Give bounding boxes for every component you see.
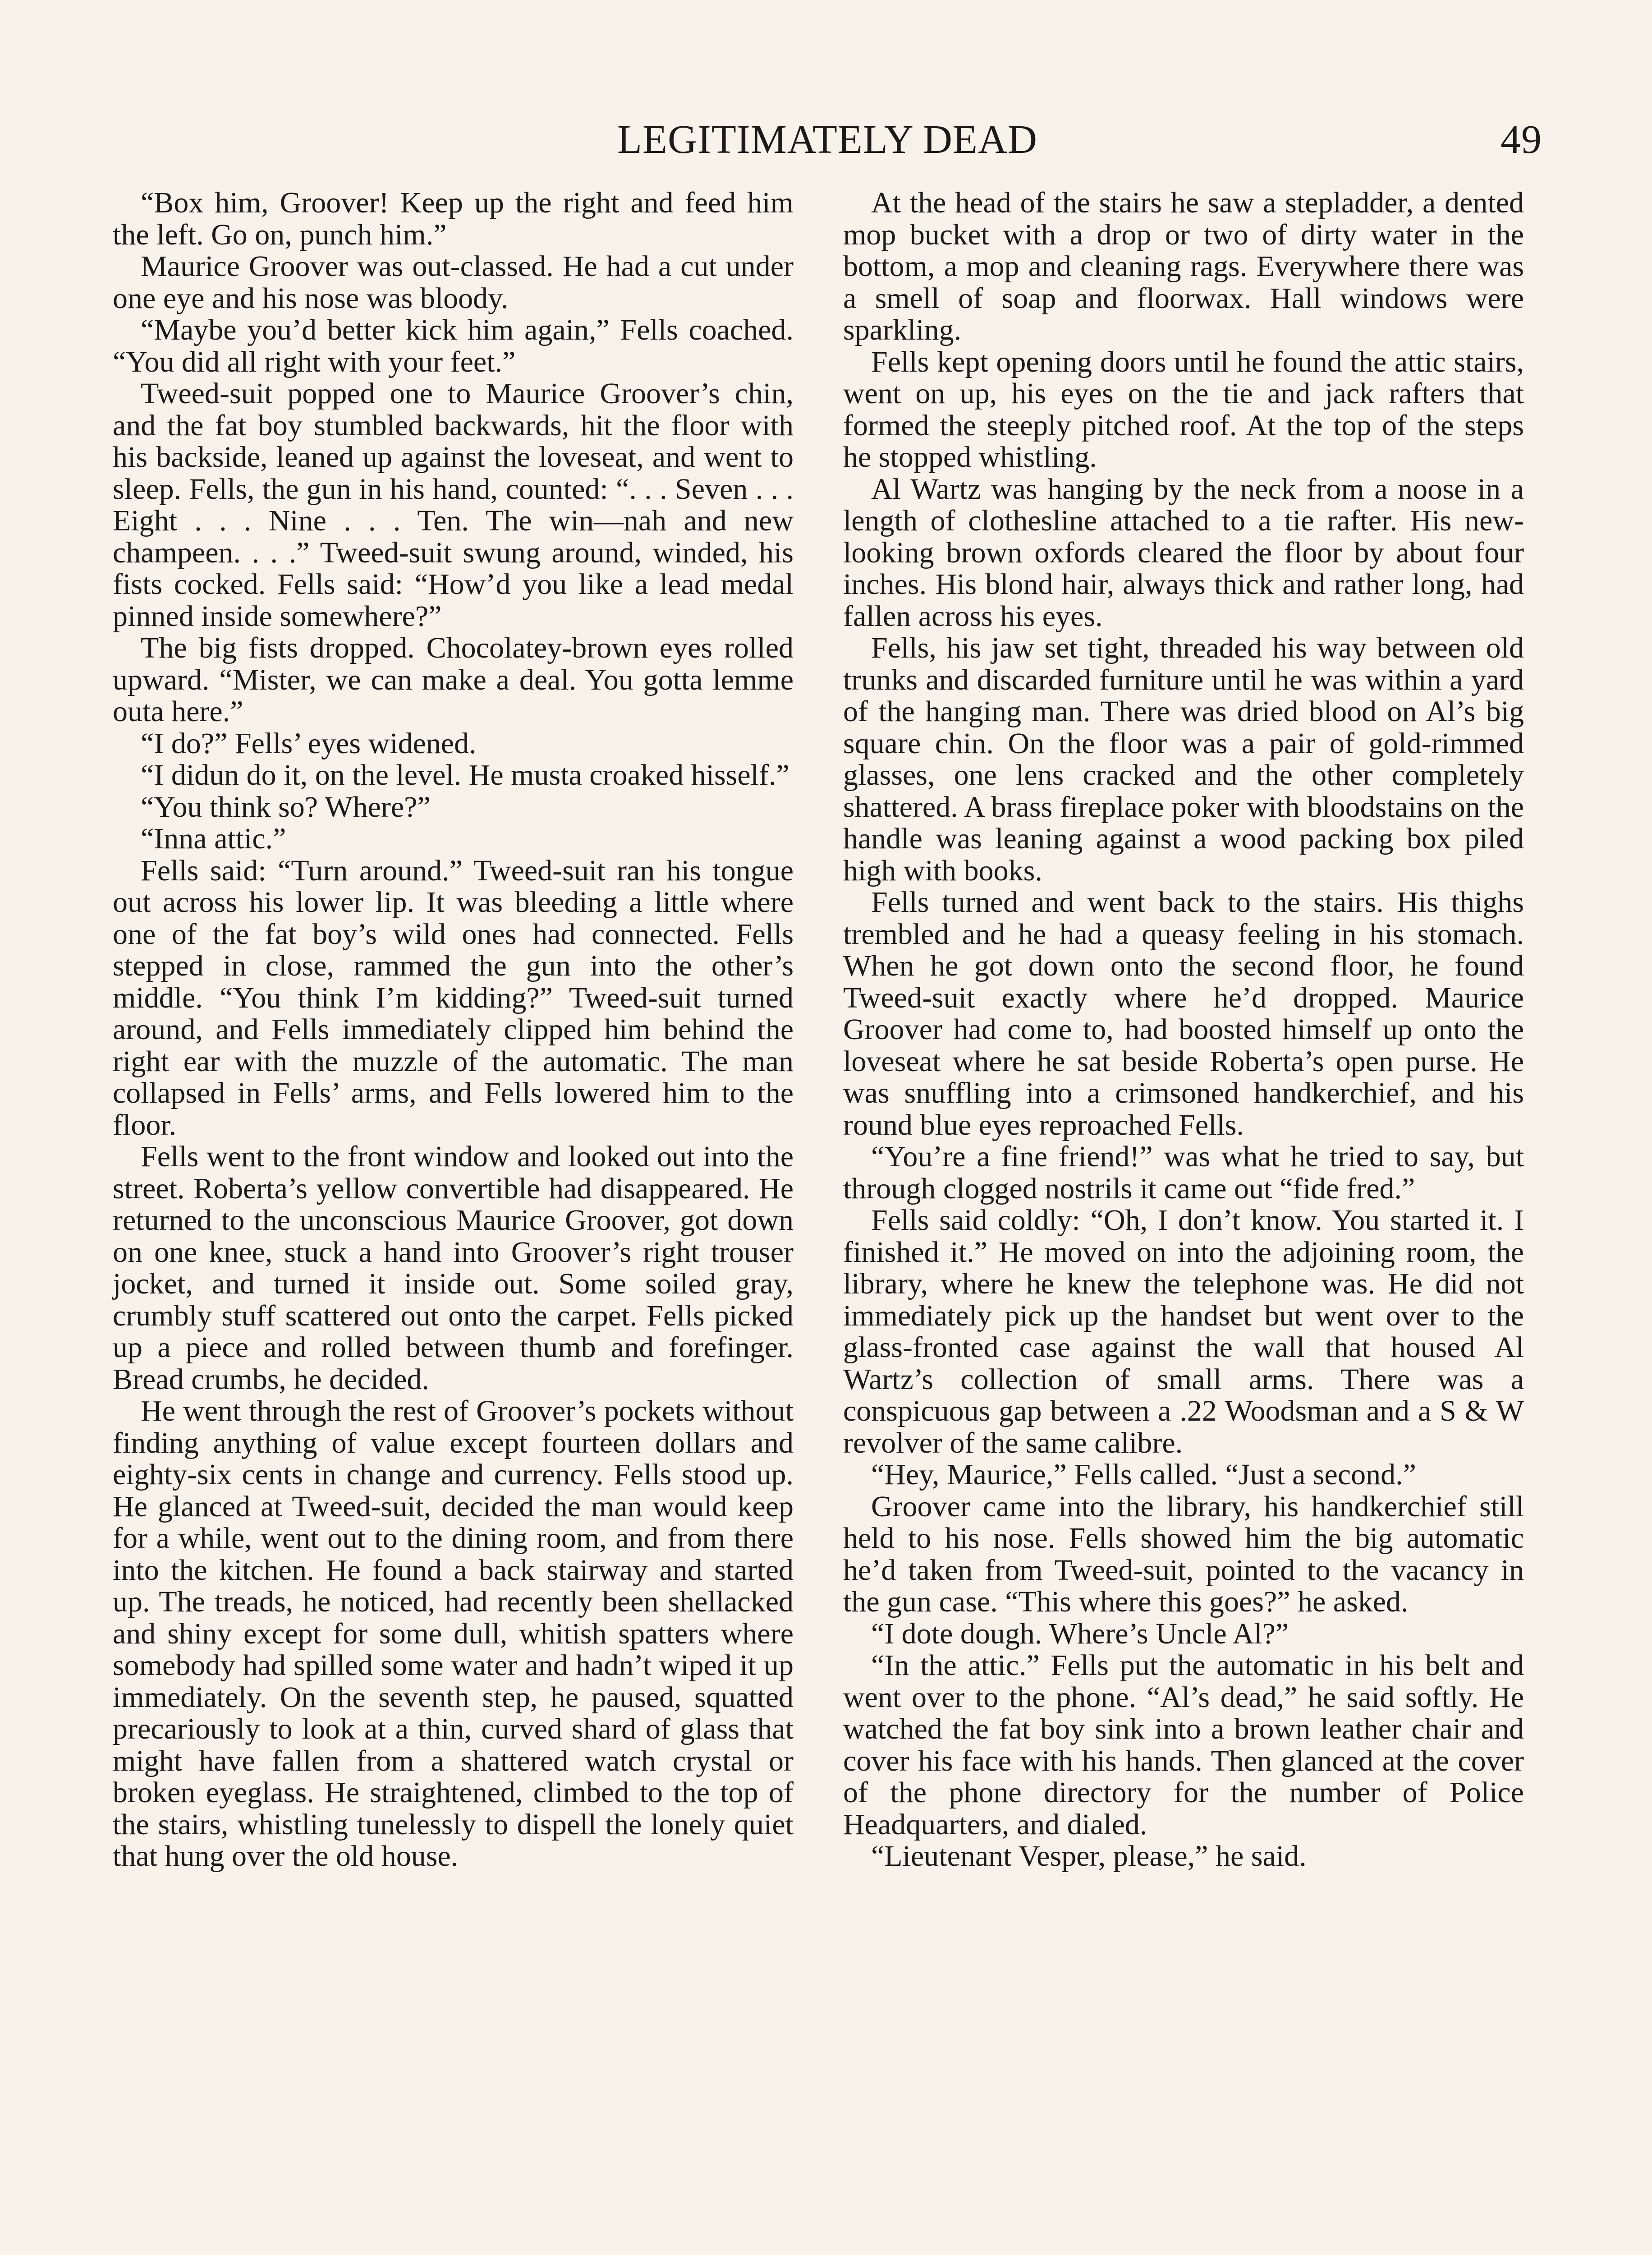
- right-column: [843, 187, 1524, 1873]
- paragraph: Fells said coldly: “Oh, I don’t know. You started it. I finished it.” He moved on into the adjoining room, the library, where he knew the telephone was. He did not immediately pick up the handset but went over to the glass-fronted case against the wall that housed Al Wartz’s collection of small arms. There was a conspicuous gap between a .22 Woodsman and a S & W revolver of the same calibre.: [843, 1204, 1524, 1459]
- paragraph: At the head of the stairs he saw a stepladder, a dented mop bucket with a drop or two of dirty water in the bottom, a mop and cleaning rags. Everywhere there was a smell of soap and floorwax. Hall windows were sparkling.: [843, 186, 1524, 346]
- paragraph: Maurice Groover was out-classed. He had a cut under one eye and his nose was bloody.: [113, 250, 794, 315]
- paragraph: “You think so? Where?”: [141, 790, 431, 824]
- paragraph: “In the attic.” Fells put the automatic in his belt and went over to the phone. “Al’s dead,” he said softly. He watched the fat boy sink into a brown leather chair and cover his face with his hands. Then glanced at the cover of the phone directory for the number of Police Headquarters, and dialed.: [843, 1649, 1524, 1841]
- paragraph: “Box him, Groover! Keep up the right and feed him the left. Go on, punch him.”: [113, 186, 794, 251]
- left-column: [113, 187, 794, 1873]
- paragraph: The big fists dropped. Chocolatey-brown eyes rolled upward. “Mister, we can make a deal. You gotta lemme outa here.”: [113, 631, 794, 728]
- paragraph: “Hey, Maurice,” Fells called. “Just a second.”: [871, 1458, 1416, 1491]
- paragraph: “Inna attic.”: [141, 822, 286, 855]
- page-number: 49: [1501, 117, 1542, 162]
- paragraph: He went through the rest of Groover’s pockets without finding anything of value except fourteen dollars and eighty-six cents in change and currency. Fells stood up. He glanced at Tweed-suit, decided the man would keep for a while, went out to the dining room, and from there into the kitchen. He found a back stairway and started up. The treads, he noticed, had recently been shellacked and shiny except for some dull, whitish spatters where somebody had spilled some water and hadn’t wiped it up immediately. On the seventh step, he paused, squatted precariously to look at a thin, curved shard of glass that might have fallen from a shattered watch crystal or broken eyeglass. He straightened, climbed to the top of the stairs, whistling tunelessly to dispell the lonely quiet that hung over the old house.: [113, 1394, 794, 1873]
- paragraph: Fells, his jaw set tight, threaded his way between old trunks and discarded furniture until he was within a yard of the hanging man. There was dried blood on Al’s big square chin. On the floor was a pair of gold-rimmed glasses, one lens cracked and the other completely shattered. A brass fireplace poker with bloodstains on the handle was leaning against a wood packing box piled high with books.: [843, 631, 1524, 887]
- paragraph: Fells said: “Turn around.” Tweed-suit ran his tongue out across his lower lip. It was bleeding a little where one of the fat boy’s wild ones had connected. Fells stepped in close, rammed the gun into the other’s middle. “You think I’m kidding?” Tweed-suit turned around, and Fells immediately clipped him behind the right ear with the muzzle of the automatic. The man collapsed in Fells’ arms, and Fells lowered him to the floor.: [113, 854, 794, 1141]
- paragraph: Fells turned and went back to the stairs. His thighs trembled and he had a queasy feeling in his stomach. When he got down onto the second floor, he found Tweed-suit exactly where he’d dropped. Maurice Groover had come to, had boosted himself up onto the loveseat where he sat beside Roberta’s open purse. He was snuffling into a crimsoned handkerchief, and his round blue eyes reproached Fells.: [843, 886, 1524, 1141]
- paragraph: Fells kept opening doors until he found the attic stairs, went on up, his eyes on the tie and jack rafters that formed the steeply pitched roof. At the top of the steps he stopped whistling.: [843, 345, 1524, 474]
- paragraph: “Lieutenant Vesper, please,” he said.: [871, 1840, 1307, 1873]
- paragraph: “I dote dough. Where’s Uncle Al?”: [871, 1617, 1289, 1650]
- running-header: [113, 115, 1542, 165]
- paragraph: “Maybe you’d better kick him again,” Fells coached. “You did all right with your feet.”: [113, 313, 794, 378]
- paragraph: Al Wartz was hanging by the neck from a noose in a length of clothesline attached to a tie rafter. His new-looking brown oxfords cleared the floor by about four inches. His blond hair, always thick and rather long, had fallen across his eyes.: [843, 472, 1524, 633]
- paragraph: “I didun do it, on the level. He musta croaked hisself.”: [141, 759, 789, 792]
- paragraph: Fells went to the front window and looked out into the street. Roberta’s yellow convertible had disappeared. He returned to the unconscious Maurice Groover, got down on one knee, stuck a hand into Groover’s right trouser jocket, and turned it inside out. Some soiled gray, crumbly stuff scattered out onto the carpet. Fells picked up a piece and rolled between thumb and forefinger. Bread crumbs, he decided.: [113, 1140, 794, 1396]
- paragraph: Tweed-suit popped one to Maurice Groover’s chin, and the fat boy stumbled backwards, hit the floor with his backside, leaned up against the loveseat, and went to sleep. Fells, the gun in his hand, counted: “. . . Seven . . . Eight . . . Nine . . . Ten. The win—nah and new champeen. . . .” Tweed-suit swung around, winded, his fists cocked. Fells said: “How’d you like a lead medal pinned inside somewhere?”: [113, 377, 794, 633]
- paragraph: Groover came into the library, his handkerchief still held to his nose. Fells showed him the big automatic he’d taken from Tweed-suit, pointed to the vacancy in the gun case. “This where this goes?” he asked.: [843, 1490, 1524, 1618]
- paragraph: “You’re a fine friend!” was what he tried to say, but through clogged nostrils it came out “fide fred.”: [843, 1140, 1524, 1205]
- paragraph: “I do?” Fells’ eyes widened.: [141, 727, 477, 760]
- running-title: LEGITIMATELY DEAD: [617, 117, 1037, 162]
